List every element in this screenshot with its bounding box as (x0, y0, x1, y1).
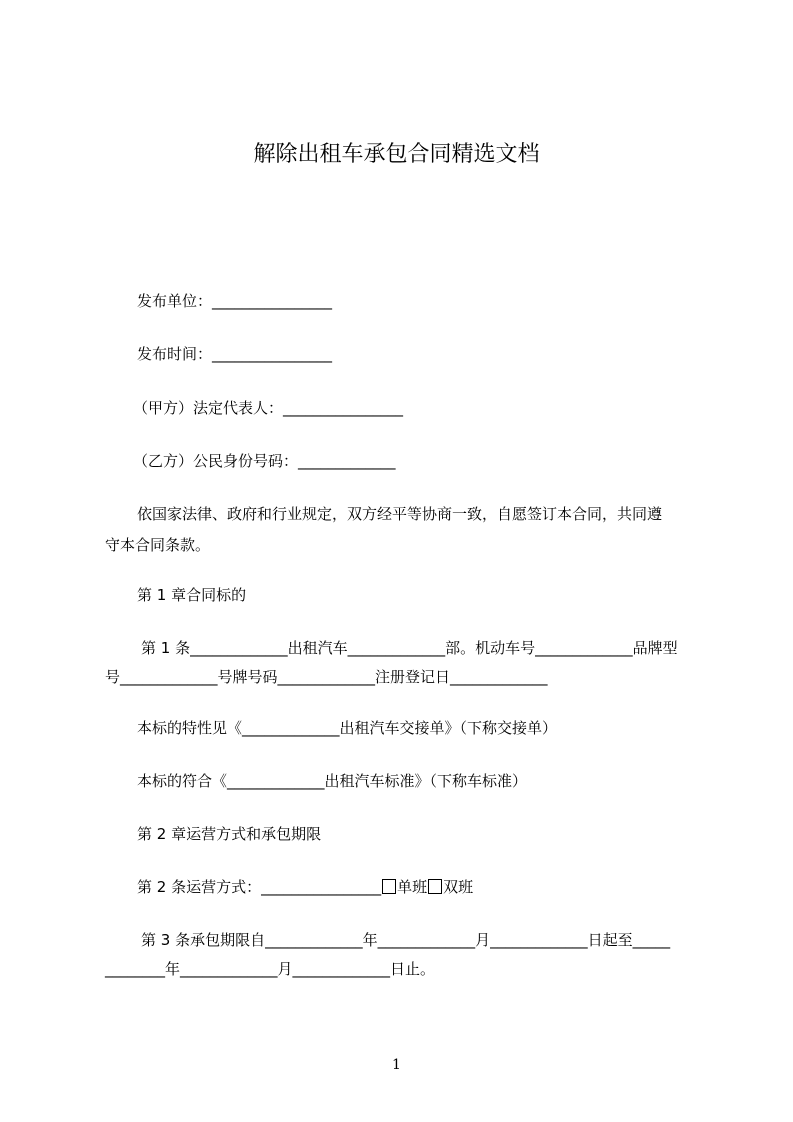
standard-blank: _____________ (227, 772, 325, 790)
standard-text: 出租汽车标准》（下称车标准） (324, 772, 528, 790)
publish-time-line (137, 344, 332, 364)
characteristics-text: 出租汽车交接单》（下称交接单） (339, 719, 558, 737)
double-shift-checkbox[interactable] (428, 879, 442, 894)
article-1-line-2 (105, 667, 548, 687)
party-b-line (133, 451, 396, 471)
article-3-line-1 (141, 930, 670, 950)
party-a-line (133, 398, 403, 418)
article-1-text: 部。机动车号 (445, 639, 536, 657)
publish-time-label: 发布时间： (137, 345, 213, 363)
article-1-blank: _____________ (190, 639, 288, 657)
page-number: 1 (392, 1057, 401, 1073)
document-title: 解除出租车承包合同精选文档 (253, 142, 540, 167)
publish-time-blank: ________________ (212, 345, 333, 363)
article-2-blank: ________________ (261, 878, 382, 896)
party-b-blank: _____________ (298, 452, 396, 470)
article-1-text: 品牌型 (632, 639, 678, 657)
preamble-line-2: 守本合同条款。 (105, 536, 211, 554)
article-1-blank: _____________ (450, 668, 548, 686)
article-3-blank: ________ (105, 960, 165, 978)
article-1-blank: _____________ (535, 639, 633, 657)
standard-text: 本标的符合《 (137, 772, 228, 790)
publisher-line (137, 291, 332, 311)
party-a-label: （甲方）法定代表人： (133, 399, 284, 417)
article-1-text: 注册登记日 (375, 668, 451, 686)
article-3-text: 月 (277, 960, 293, 978)
single-shift-checkbox[interactable] (382, 879, 396, 894)
article-3-text: 月 (475, 931, 491, 949)
article-1-blank: _____________ (277, 668, 376, 686)
article-1-text: 号 (105, 668, 121, 686)
article-2-text: 第 2 条运营方式： (137, 878, 262, 896)
chapter-2-heading: 第 2 章运营方式和承包期限 (137, 825, 322, 843)
article-1-line-1 (141, 638, 678, 658)
characteristics-blank: _____________ (242, 719, 340, 737)
party-b-label: （乙方）公民身份号码： (133, 452, 299, 470)
article-3-blank: _____________ (180, 960, 278, 978)
double-shift-label: 双班 (443, 878, 474, 896)
article-2-line (137, 877, 473, 897)
chapter-1-heading: 第 1 章合同标的 (137, 586, 247, 604)
characteristics-line (137, 718, 557, 738)
single-shift-label: 单班 (397, 878, 428, 896)
article-3-text: 日起至 (587, 931, 633, 949)
article-1-text: 第 1 条 (141, 639, 191, 657)
article-3-text: 日止。 (390, 960, 436, 978)
preamble-line-1: 依国家法律、政府和行业规定，双方经平等协商一致，自愿签订本合同，共同遵 (137, 505, 663, 523)
article-3-text: 年 (165, 960, 181, 978)
publisher-label: 发布单位： (137, 292, 213, 310)
characteristics-text: 本标的特性见《 (137, 719, 243, 737)
article-3-text: 第 3 条承包期限自 (141, 931, 266, 949)
article-3-text: 年 (362, 931, 378, 949)
article-3-blank: _____ (632, 931, 671, 949)
article-1-text: 出租汽车 (287, 639, 348, 657)
article-3-blank: _____________ (265, 931, 363, 949)
standard-line (137, 771, 527, 791)
publisher-blank: ________________ (212, 292, 333, 310)
party-a-blank: ________________ (283, 399, 404, 417)
article-3-blank: _____________ (377, 931, 476, 949)
article-3-line-2 (105, 959, 435, 979)
article-1-text: 号牌号码 (217, 668, 278, 686)
article-3-blank: _____________ (292, 960, 391, 978)
article-1-blank: _____________ (347, 639, 446, 657)
article-1-blank: _____________ (120, 668, 218, 686)
article-3-blank: _____________ (490, 931, 588, 949)
